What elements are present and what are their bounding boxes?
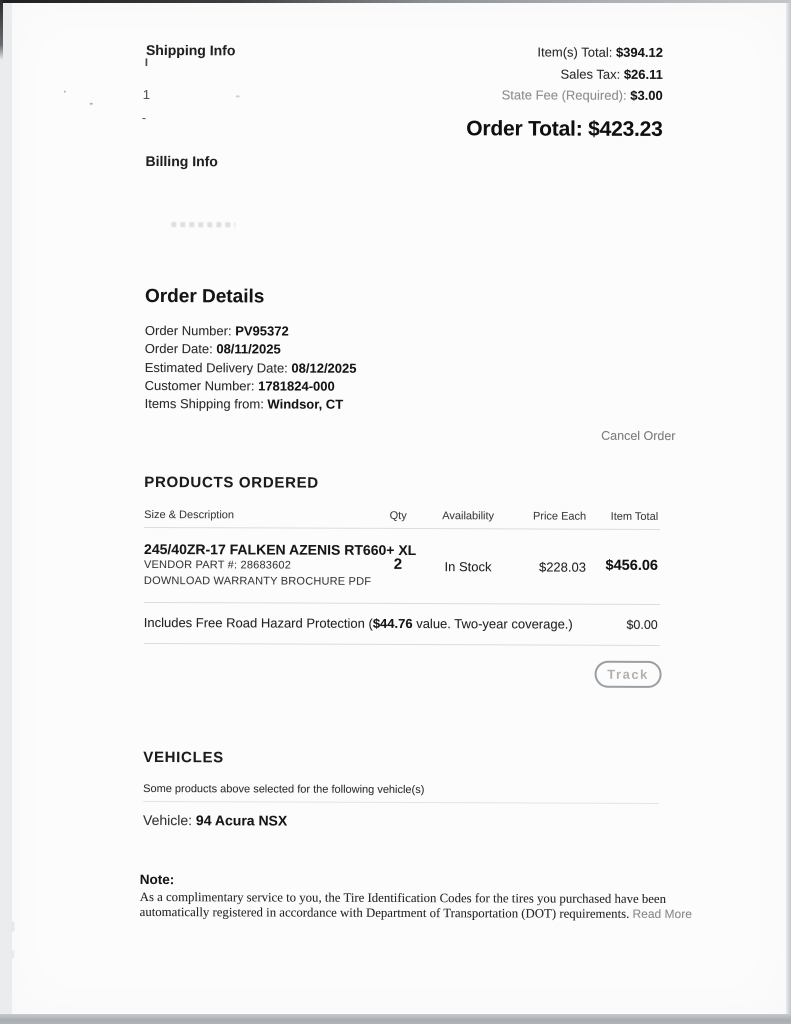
customer-number-label: Customer Number:: [144, 377, 259, 394]
vendor-part-number: VENDOR PART #: 28683602: [143, 558, 292, 572]
vehicle-line: [143, 812, 287, 829]
road-hazard-price: $0.00: [626, 617, 658, 632]
order-number-value: PV95372: [235, 323, 289, 339]
column-availability: Availability: [442, 510, 495, 523]
product-availability: In Stock: [444, 559, 492, 575]
road-hazard-text: Includes Free Road Hazard Protection (: [143, 614, 373, 631]
order-number-row: [145, 323, 289, 339]
scan-artifact-mark: I: [144, 56, 149, 69]
order-total-label: Order Total:: [466, 117, 589, 141]
items-total-value: $394.12: [615, 44, 663, 60]
page-content: [8, 2, 786, 1016]
road-hazard-value: $44.76: [372, 615, 413, 632]
paper-sheet: [12, 3, 786, 1014]
order-details-heading: Order Details: [144, 285, 265, 308]
scan-artifact-mark: -: [141, 109, 147, 125]
order-date-row: [145, 341, 281, 357]
scan-edge-right: [786, 0, 791, 1024]
track-button[interactable]: Track: [595, 661, 662, 688]
product-qty: 2: [393, 555, 403, 573]
customer-number-row: [145, 378, 335, 394]
state-fee-value: $3.00: [630, 87, 663, 103]
order-total-value: $423.23: [588, 117, 663, 141]
estimated-delivery-label: Estimated Delivery Date:: [144, 359, 292, 376]
table-header-divider: [144, 527, 660, 530]
shipping-from-row: [145, 396, 344, 412]
estimated-delivery-value: 08/12/2025: [291, 360, 357, 376]
column-size-description: Size & Description: [144, 508, 235, 522]
product-price-each: $228.03: [538, 559, 587, 575]
note-text-line1: As a complimentary service to you, the Tire Identification Codes for the tires you purchased have been: [139, 889, 667, 906]
shipping-from-label: Items Shipping from:: [144, 395, 268, 412]
vehicles-divider: [143, 801, 659, 804]
scan-edge-bottom: [0, 1014, 791, 1024]
order-date-label: Order Date:: [144, 340, 217, 357]
state-fee-line: [502, 87, 663, 103]
scan-edge-left: [0, 0, 3, 60]
shipping-from-value: Windsor, CT: [267, 396, 344, 412]
items-total-line: [537, 44, 663, 59]
note-text: automatically registered in accordance with Department of Transportation (DOT) requirements.: [139, 904, 633, 921]
row-divider: [144, 602, 660, 605]
products-ordered-heading: PRODUCTS ORDERED: [144, 473, 319, 492]
estimated-delivery-row: [145, 360, 357, 376]
note-text-line2: [140, 905, 692, 922]
download-warranty-brochure-link[interactable]: DOWNLOAD WARRANTY BROCHURE PDF: [143, 574, 372, 588]
order-number-label: Order Number:: [144, 322, 236, 339]
product-title: 245/40ZR-17 FALKEN AZENIS RT660+ XL: [144, 540, 417, 559]
vehicle-label: Vehicle:: [142, 811, 196, 829]
state-fee-label: State Fee (Required):: [501, 87, 631, 103]
items-total-label: Item(s) Total:: [537, 44, 616, 60]
scan-speck: [12, 921, 15, 931]
sales-tax-label: Sales Tax:: [560, 66, 624, 82]
customer-number-value: 1781824-000: [258, 378, 335, 394]
column-qty: Qty: [389, 509, 407, 522]
sales-tax-line: [560, 67, 662, 82]
cancel-order-link[interactable]: Cancel Order: [601, 428, 676, 444]
scan-speck: [90, 103, 93, 105]
vehicles-subtext: Some products above selected for the following vehicle(s): [143, 782, 425, 797]
vehicle-value: 94 Acura NSX: [195, 812, 288, 829]
note-heading: Note:: [139, 871, 175, 888]
row-divider: [144, 643, 660, 646]
sales-tax-value: $26.11: [623, 66, 663, 82]
vehicles-heading: VEHICLES: [143, 748, 224, 767]
redacted-text-smudge: [171, 222, 235, 227]
order-total-line: [466, 117, 662, 142]
scan-artifact-mark: 1: [142, 86, 151, 102]
product-item-total: $456.06: [605, 557, 659, 574]
read-more-link[interactable]: Read More: [632, 906, 692, 922]
column-price-each: Price Each: [532, 510, 587, 523]
road-hazard-text-suffix: value. Two-year coverage.): [412, 616, 573, 632]
scan-edge-top: [0, 0, 791, 3]
scan-speck: [236, 95, 240, 97]
order-date-value: 08/11/2025: [216, 341, 281, 357]
column-item-total: Item Total: [610, 510, 659, 523]
road-hazard-line: [144, 615, 573, 632]
shipping-info-heading: Shipping Info: [145, 41, 236, 59]
billing-info-heading: Billing Info: [145, 152, 218, 170]
scan-speck: [11, 950, 14, 958]
scan-speck: [64, 91, 66, 93]
